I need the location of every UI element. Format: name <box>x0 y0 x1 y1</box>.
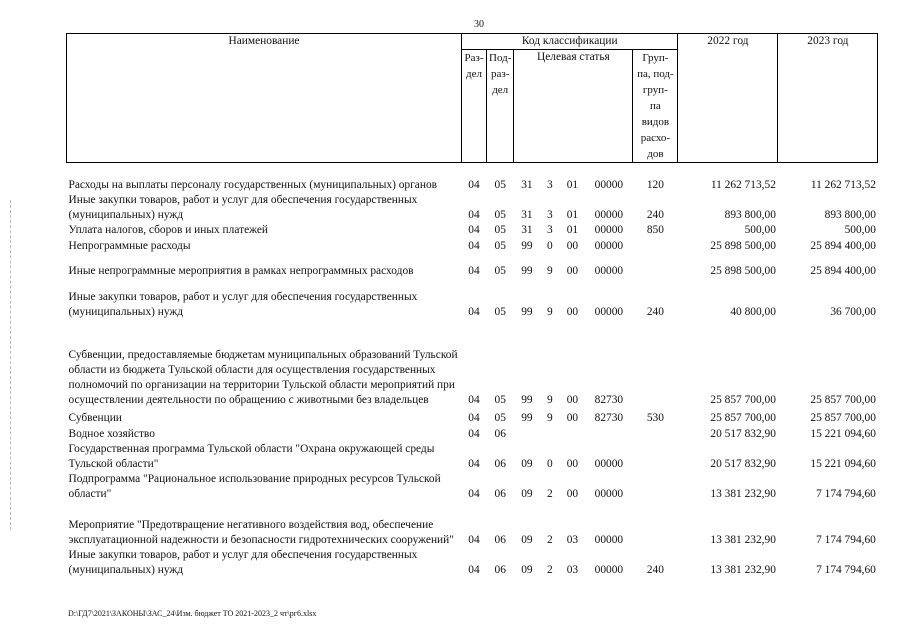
cell-y2: 25 857 700,00 <box>810 393 876 406</box>
cell-vr <box>633 254 678 279</box>
cell-c3: 00 <box>566 305 579 318</box>
cell-rz: 04 <box>468 223 480 236</box>
cell-c2: 9 <box>547 411 553 424</box>
cell-y1: 11 262 713,52 <box>710 178 776 191</box>
cell-y2: 25 894 400,00 <box>810 264 876 277</box>
cell-c1: 31 <box>521 208 533 221</box>
cell-vr: 850 <box>646 223 664 236</box>
cell-c1 <box>514 426 540 442</box>
cell-y1: 13 381 232,90 <box>710 533 776 546</box>
cell-rz: 04 <box>468 239 480 252</box>
cell-pr: 06 <box>494 457 506 470</box>
cell-name: Иные закупки товаров, работ и услуг для обеспечения государственных (муниципальных) нужд <box>68 290 418 318</box>
cell-c4: 82730 <box>594 411 624 424</box>
cell-y1: 40 800,00 <box>730 305 776 318</box>
cell-c2: 3 <box>547 223 553 236</box>
cell-vr: 240 <box>646 208 664 221</box>
cell-c3: 00 <box>566 487 579 500</box>
col-header-celevaya: Целевая статья <box>514 50 633 163</box>
cell-rz: 04 <box>468 178 480 191</box>
cell-y2: 15 221 094,60 <box>810 427 876 440</box>
cell-y2: 500,00 <box>844 223 876 236</box>
page-number: 30 <box>474 19 484 30</box>
cell-rz: 04 <box>468 457 480 470</box>
col-header-gruppa: Груп- па, под- груп- па видов расхо- дов <box>633 50 678 163</box>
cell-rz: 04 <box>468 411 480 424</box>
cell-y2: 7 174 794,60 <box>816 533 876 546</box>
table-row <box>67 426 878 442</box>
cell-c1: 99 <box>521 264 533 277</box>
cell-pr: 05 <box>494 411 506 424</box>
cell-c2: 3 <box>547 208 553 221</box>
cell-name: Мероприятие "Предотвращение негативного воздействия вод, обеспечение эксплуатационной надежности и безопасности гидротехнических сооружений" <box>68 518 454 546</box>
col-header-podrazdel: Под- раз- дел <box>487 50 514 163</box>
cell-c4: 00000 <box>594 487 624 500</box>
col-header-2023: 2023 год <box>778 34 878 163</box>
table-row <box>67 548 878 578</box>
cell-c4: 00000 <box>594 223 624 236</box>
cell-pr: 05 <box>494 264 506 277</box>
cell-pr: 06 <box>494 427 506 440</box>
cell-vr <box>633 320 678 408</box>
cell-c1: 99 <box>521 393 533 406</box>
col-header-code: Код классификации <box>462 34 678 50</box>
cell-c3 <box>560 426 585 442</box>
cell-vr: 240 <box>646 305 664 318</box>
col-header-razdel: Раз- дел <box>462 50 487 163</box>
cell-c4: 00000 <box>594 457 624 470</box>
cell-y1: 500,00 <box>744 223 776 236</box>
table-row <box>67 502 878 548</box>
col-header-name: Наименование <box>67 34 462 163</box>
cell-vr <box>633 442 678 472</box>
cell-y1: 25 898 500,00 <box>710 264 776 277</box>
cell-c2 <box>540 426 560 442</box>
cell-c4: 00000 <box>594 178 624 191</box>
cell-c2: 9 <box>547 305 553 318</box>
table-row <box>67 254 878 279</box>
cell-c2: 0 <box>547 239 553 252</box>
cell-c3: 01 <box>566 223 579 236</box>
cell-vr: 120 <box>646 178 664 191</box>
cell-c1: 31 <box>521 178 533 191</box>
cell-pr: 05 <box>494 178 506 191</box>
cell-c1: 99 <box>521 239 533 252</box>
cell-name: Подпрограмма "Рациональное использование природных ресурсов Тульской области" <box>68 472 441 500</box>
cell-pr: 05 <box>494 393 506 406</box>
cell-vr <box>633 238 678 254</box>
cell-pr: 05 <box>494 208 506 221</box>
cell-rz: 04 <box>468 208 480 221</box>
cell-c3: 00 <box>566 457 579 470</box>
cell-rz: 04 <box>468 533 480 546</box>
cell-pr: 06 <box>494 563 506 576</box>
cell-c2: 2 <box>547 563 553 576</box>
cell-c1: 31 <box>521 223 533 236</box>
cell-y2: 15 221 094,60 <box>810 457 876 470</box>
cell-c4: 00000 <box>594 533 624 546</box>
cell-y2: 25 857 700,00 <box>810 411 876 424</box>
cell-vr <box>633 472 678 502</box>
cell-rz: 04 <box>468 487 480 500</box>
cell-y1: 25 857 700,00 <box>710 411 776 424</box>
cell-y2: 11 262 713,52 <box>810 178 876 191</box>
cell-y1: 893 800,00 <box>724 208 776 221</box>
cell-name: Субвенции, предоставляемые бюджетам муниципальных образований Тульской области из бюджета Тульской области для осуществления государственных полномочий по организации на территории Тульской области мероприятий при осуществлении деятельности по обращению с животными без владельцев <box>68 348 458 406</box>
cell-c1: 09 <box>521 533 533 546</box>
cell-c1: 09 <box>521 487 533 500</box>
cell-name: Иные закупки товаров, работ и услуг для обеспечения государственных (муниципальных) нужд <box>68 548 418 576</box>
cell-name: Государственная программа Тульской области "Охрана окружающей среды Тульской области" <box>68 442 435 470</box>
cell-name: Водное хозяйство <box>68 427 155 440</box>
cell-c1: 99 <box>521 305 533 318</box>
budget-table <box>66 33 878 578</box>
cell-c1: 99 <box>521 411 533 424</box>
table-row <box>67 442 878 472</box>
cell-name: Непрограммные расходы <box>68 239 191 252</box>
cell-c2: 2 <box>547 487 553 500</box>
cell-c3: 03 <box>566 533 579 546</box>
cell-vr: 240 <box>646 563 664 576</box>
cell-pr: 05 <box>494 239 506 252</box>
cell-vr <box>633 426 678 442</box>
cell-y1: 25 898 500,00 <box>710 239 776 252</box>
cell-c2: 2 <box>547 533 553 546</box>
cell-c4: 00000 <box>594 305 624 318</box>
cell-y2: 7 174 794,60 <box>816 563 876 576</box>
table-row <box>67 163 878 193</box>
cell-vr: 530 <box>646 411 664 424</box>
cell-rz: 04 <box>468 563 480 576</box>
cell-pr: 06 <box>494 487 506 500</box>
cell-c2: 0 <box>547 457 553 470</box>
cell-name: Иные закупки товаров, работ и услуг для обеспечения государственных (муниципальных) нужд <box>68 193 418 221</box>
table-row <box>67 193 878 223</box>
table-row <box>67 408 878 426</box>
cell-y2: 893 800,00 <box>824 208 876 221</box>
table-row <box>67 223 878 238</box>
cell-rz: 04 <box>468 305 480 318</box>
table-row <box>67 279 878 320</box>
cell-y1: 20 517 832,90 <box>710 457 776 470</box>
cell-c3: 00 <box>566 393 579 406</box>
cell-y1: 25 857 700,00 <box>710 393 776 406</box>
cell-c4: 82730 <box>594 393 624 406</box>
cell-c4: 00000 <box>594 264 624 277</box>
file-path-footer: D:\ГД7\2021\ЗАКОНЫ\ЗАС_24\Изм. бюджет ТО 2021-2023_2 чт\рг6.xlsx <box>68 609 317 618</box>
cell-c4 <box>585 426 633 442</box>
cell-c2: 9 <box>547 393 553 406</box>
cell-pr: 05 <box>494 223 506 236</box>
cell-c4: 00000 <box>594 239 624 252</box>
cell-y2: 7 174 794,60 <box>816 487 876 500</box>
cell-name: Иные непрограммные мероприятия в рамках непрограммных расходов <box>68 264 414 277</box>
cell-c3: 00 <box>566 411 579 424</box>
table-row <box>67 472 878 502</box>
cell-c3: 00 <box>566 239 579 252</box>
cell-vr <box>633 502 678 548</box>
cell-rz: 04 <box>468 427 480 440</box>
cell-y1: 20 517 832,90 <box>710 427 776 440</box>
cell-rz: 04 <box>468 264 480 277</box>
cell-name: Расходы на выплаты персоналу государственных (муниципальных) органов <box>68 178 438 191</box>
table-row <box>67 238 878 254</box>
cell-c1: 09 <box>521 457 533 470</box>
cell-pr: 06 <box>494 533 506 546</box>
col-header-2022: 2022 год <box>678 34 778 163</box>
cell-c3: 01 <box>566 178 579 191</box>
cell-c1: 09 <box>521 563 533 576</box>
cell-name: Уплата налогов, сборов и иных платежей <box>68 223 268 236</box>
cell-name: Субвенции <box>68 411 122 424</box>
cell-c3: 01 <box>566 208 579 221</box>
cell-y2: 36 700,00 <box>830 305 876 318</box>
cell-y2: 25 894 400,00 <box>810 239 876 252</box>
cell-c2: 9 <box>547 264 553 277</box>
table-row <box>67 320 878 408</box>
cell-rz: 04 <box>468 393 480 406</box>
cell-c4: 00000 <box>594 563 624 576</box>
binding-marks <box>10 200 13 530</box>
cell-c3: 03 <box>566 563 579 576</box>
cell-y1: 13 381 232,90 <box>710 563 776 576</box>
cell-c3: 00 <box>566 264 579 277</box>
cell-y1: 13 381 232,90 <box>710 487 776 500</box>
cell-c2: 3 <box>547 178 553 191</box>
cell-c4: 00000 <box>594 208 624 221</box>
cell-pr: 05 <box>494 305 506 318</box>
